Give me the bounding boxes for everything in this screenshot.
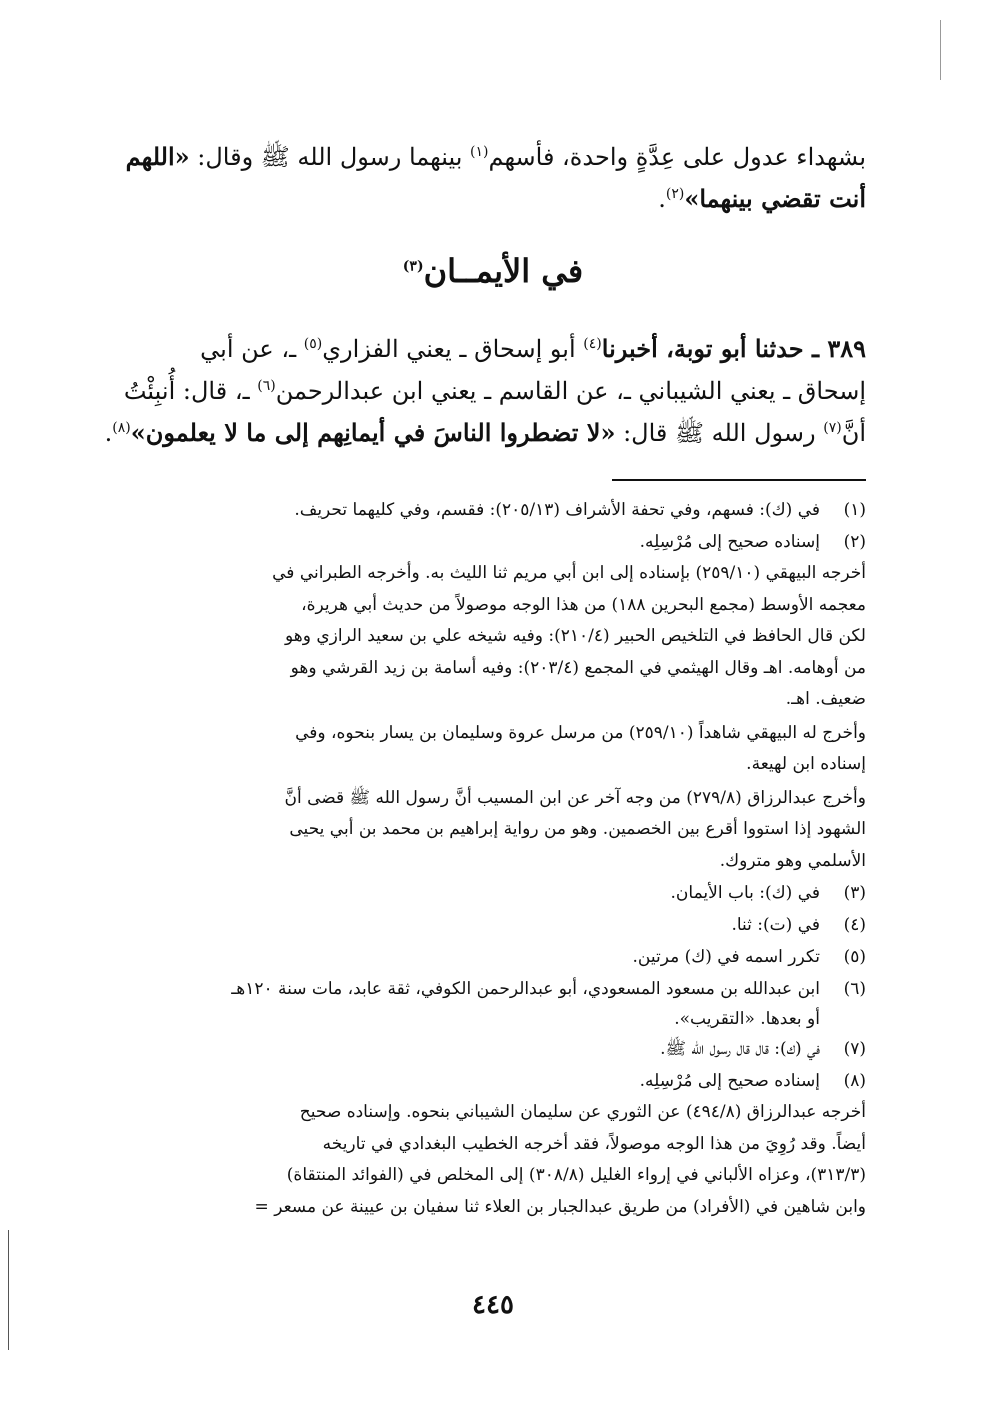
scan-margin-line: [8, 1230, 9, 1350]
footnotes: [114, 494, 866, 1223]
footnote-line: وأخرج عبدالرزاق (٢٧٩/٨) من وجه آخر عن ابن المسيب أنَّ رسول الله ﷺ قضى أنَّ: [284, 787, 866, 808]
footnote-text: تكرر اسمه في (ك) مرتين.: [632, 947, 820, 967]
text-run: بينهما رسول الله ﷺ وقال:: [189, 143, 471, 171]
footnote-5: [114, 941, 866, 973]
text-run-bold: «لا تضطروا الناسَ في أيمانِهم إلى ما لا يعلمون»: [130, 418, 616, 447]
footnote-text: أو بعدها. «التقريب».: [674, 1009, 820, 1029]
footnote-text: في (ت): ثنا.: [731, 915, 820, 935]
footnote-text: في (ك): قال قال رسول الله ﷺ.: [660, 1039, 820, 1059]
top-line-2: [118, 178, 866, 220]
footnote-ref: (١): [470, 144, 489, 160]
section-heading: [0, 252, 986, 290]
footnote-line: أخرجه عبدالرزاق (٤٩٤/٨) عن الثوري عن سليمان الشيباني بنحوه. وإسناده صحيح: [299, 1102, 866, 1122]
footnote-number: (٨): [843, 1071, 866, 1091]
footnote-ref: (٥): [303, 336, 323, 352]
text-run: ـ، عن أبي: [200, 335, 304, 363]
footnote-line: الأسلمي وهو متروك.: [719, 850, 866, 871]
hadith-number-text: ٣٨٩ ـ حدثنا أبو توبة، أخبرنا: [601, 334, 866, 363]
footnote-line: أيضاً. وقد رُوِيَ من هذا الوجه موصولاً، فقد أخرجه الخطيب البغدادي في تاريخه: [322, 1133, 866, 1154]
footnote-text: في (ك): فسهم، وفي تحفة الأشراف (٢٠٥/١٣): فقسم، وفي كليهما تحريف.: [294, 500, 820, 520]
footnote-line: (٣١٣/٣)، وعزاه الألباني في إرواء الغليل (٣٠٨/٨) إلى المخلص في (الفوائد المنتقاة): [286, 1165, 866, 1185]
footnote-8: [114, 1065, 866, 1097]
text-run-bold: أنت تقضي بينهما»: [684, 184, 866, 213]
footnote-line: معجمه الأوسط (مجمع البحرين ١٨٨) من هذا الوجه موصولاً من حديث أبي هريرة،: [301, 594, 866, 615]
footnote-ref: (٨): [112, 420, 131, 436]
footnote-2-paragraph-1: [114, 558, 866, 716]
footnote-8-paragraph: [114, 1097, 866, 1223]
text-run: أنَّ: [841, 419, 866, 447]
footnote-line: وابن شاهين في (الأفراد) من طريق عبدالجبار بن العلاء ثنا سفيان بن عيينة عن مسعر =: [254, 1196, 866, 1217]
footnote-line: من أوهامه. اهـ وقال الهيثمي في المجمع (٢٠٣/٤): وفيه أسامة بن زيد القرشي وهو: [290, 657, 866, 678]
hadith-paragraph: [104, 328, 866, 454]
hadith-line-1: [118, 328, 866, 370]
footnote-number: (٥): [843, 947, 866, 967]
top-line-1: [118, 136, 866, 178]
text-run: بشهداء عدول على عِدَّةٍ واحدة، فأسهم: [488, 143, 866, 171]
footnote-separator: [612, 479, 866, 481]
scan-margin-line: [940, 20, 941, 80]
text-run: إسحاق ـ يعني الشيباني ـ، عن القاسم ـ يعني ابن عبدالرحمن: [275, 377, 866, 405]
top-paragraph: [118, 136, 866, 220]
footnote-1: [114, 494, 866, 526]
text-run: ـ، قال: أُنبِئْتُ: [123, 377, 258, 405]
text-run: رسول الله ﷺ قال:: [615, 419, 824, 447]
footnote-text: في (ك): باب الأيمان.: [670, 883, 820, 903]
heading-text: في الأيمــان: [423, 252, 584, 290]
footnote-line: إسناده ابن لهيعة.: [746, 754, 866, 774]
footnote-3: [114, 877, 866, 909]
footnote-number: (٤): [843, 915, 866, 935]
footnote-text: إسناده صحيح إلى مُرْسِلِه.: [639, 1071, 820, 1091]
text-run: .: [658, 185, 666, 213]
footnote-number: (١): [843, 500, 866, 520]
text-run: أبو إسحاق ـ يعني الفزاري: [322, 335, 584, 363]
footnote-line: ضعيف. اهـ.: [785, 689, 866, 709]
footnote-line: الشهود إذا استووا أقرع بين الخصمين. وهو من رواية إبراهيم بن محمد بن أبي يحيى: [289, 819, 866, 839]
footnote-ref: (٢): [665, 186, 685, 202]
text-run: .: [104, 419, 113, 447]
hadith-line-3: [104, 412, 866, 454]
footnote-ref: (٤): [583, 336, 602, 352]
footnote-7: [114, 1033, 866, 1065]
page-number: ٤٤٥: [472, 1290, 514, 1320]
footnote-number: (٦): [843, 979, 866, 999]
footnote-number: (٣): [843, 883, 866, 903]
hadith-line-2: [118, 370, 866, 412]
footnote-line: أخرجه البيهقي (٢٥٩/١٠) بإسناده إلى ابن أبي مريم ثنا الليث به. وأخرجه الطبراني في: [272, 563, 866, 583]
footnote-2: [114, 526, 866, 558]
footnote-number: (٢): [843, 532, 866, 552]
footnote-ref: (٧): [823, 420, 842, 436]
footnote-line: لكن قال الحافظ في التلخيص الحبير (٢١٠/٤): وفيه شيخه علي بن سعيد الرازي وهو: [284, 626, 866, 646]
footnote-text: إسناده صحيح إلى مُرْسِلِه.: [639, 532, 820, 552]
footnote-6-continuation: [114, 1005, 866, 1033]
footnote-text: ابن عبدالله بن مسعود المسعودي، أبو عبدالرحمن الكوفي، ثقة عابد، مات سنة ١٢٠هـ: [231, 979, 820, 999]
footnote-2-paragraph-3: [114, 783, 866, 878]
footnote-6: [114, 973, 866, 1005]
footnote-ref: (٣): [402, 258, 424, 275]
footnote-4: [114, 909, 866, 941]
footnote-ref: (٦): [257, 378, 276, 394]
footnote-number: (٧): [843, 1039, 866, 1059]
footnote-line: وأخرج له البيهقي شاهداً (٢٥٩/١٠) من مرسل عروة وسليمان بن يسار بنحوه، وفي: [295, 722, 866, 743]
footnote-number-spacer: [820, 1005, 866, 1033]
text-run-bold: «اللهم: [125, 142, 190, 171]
footnote-2-paragraph-2: [114, 718, 866, 781]
